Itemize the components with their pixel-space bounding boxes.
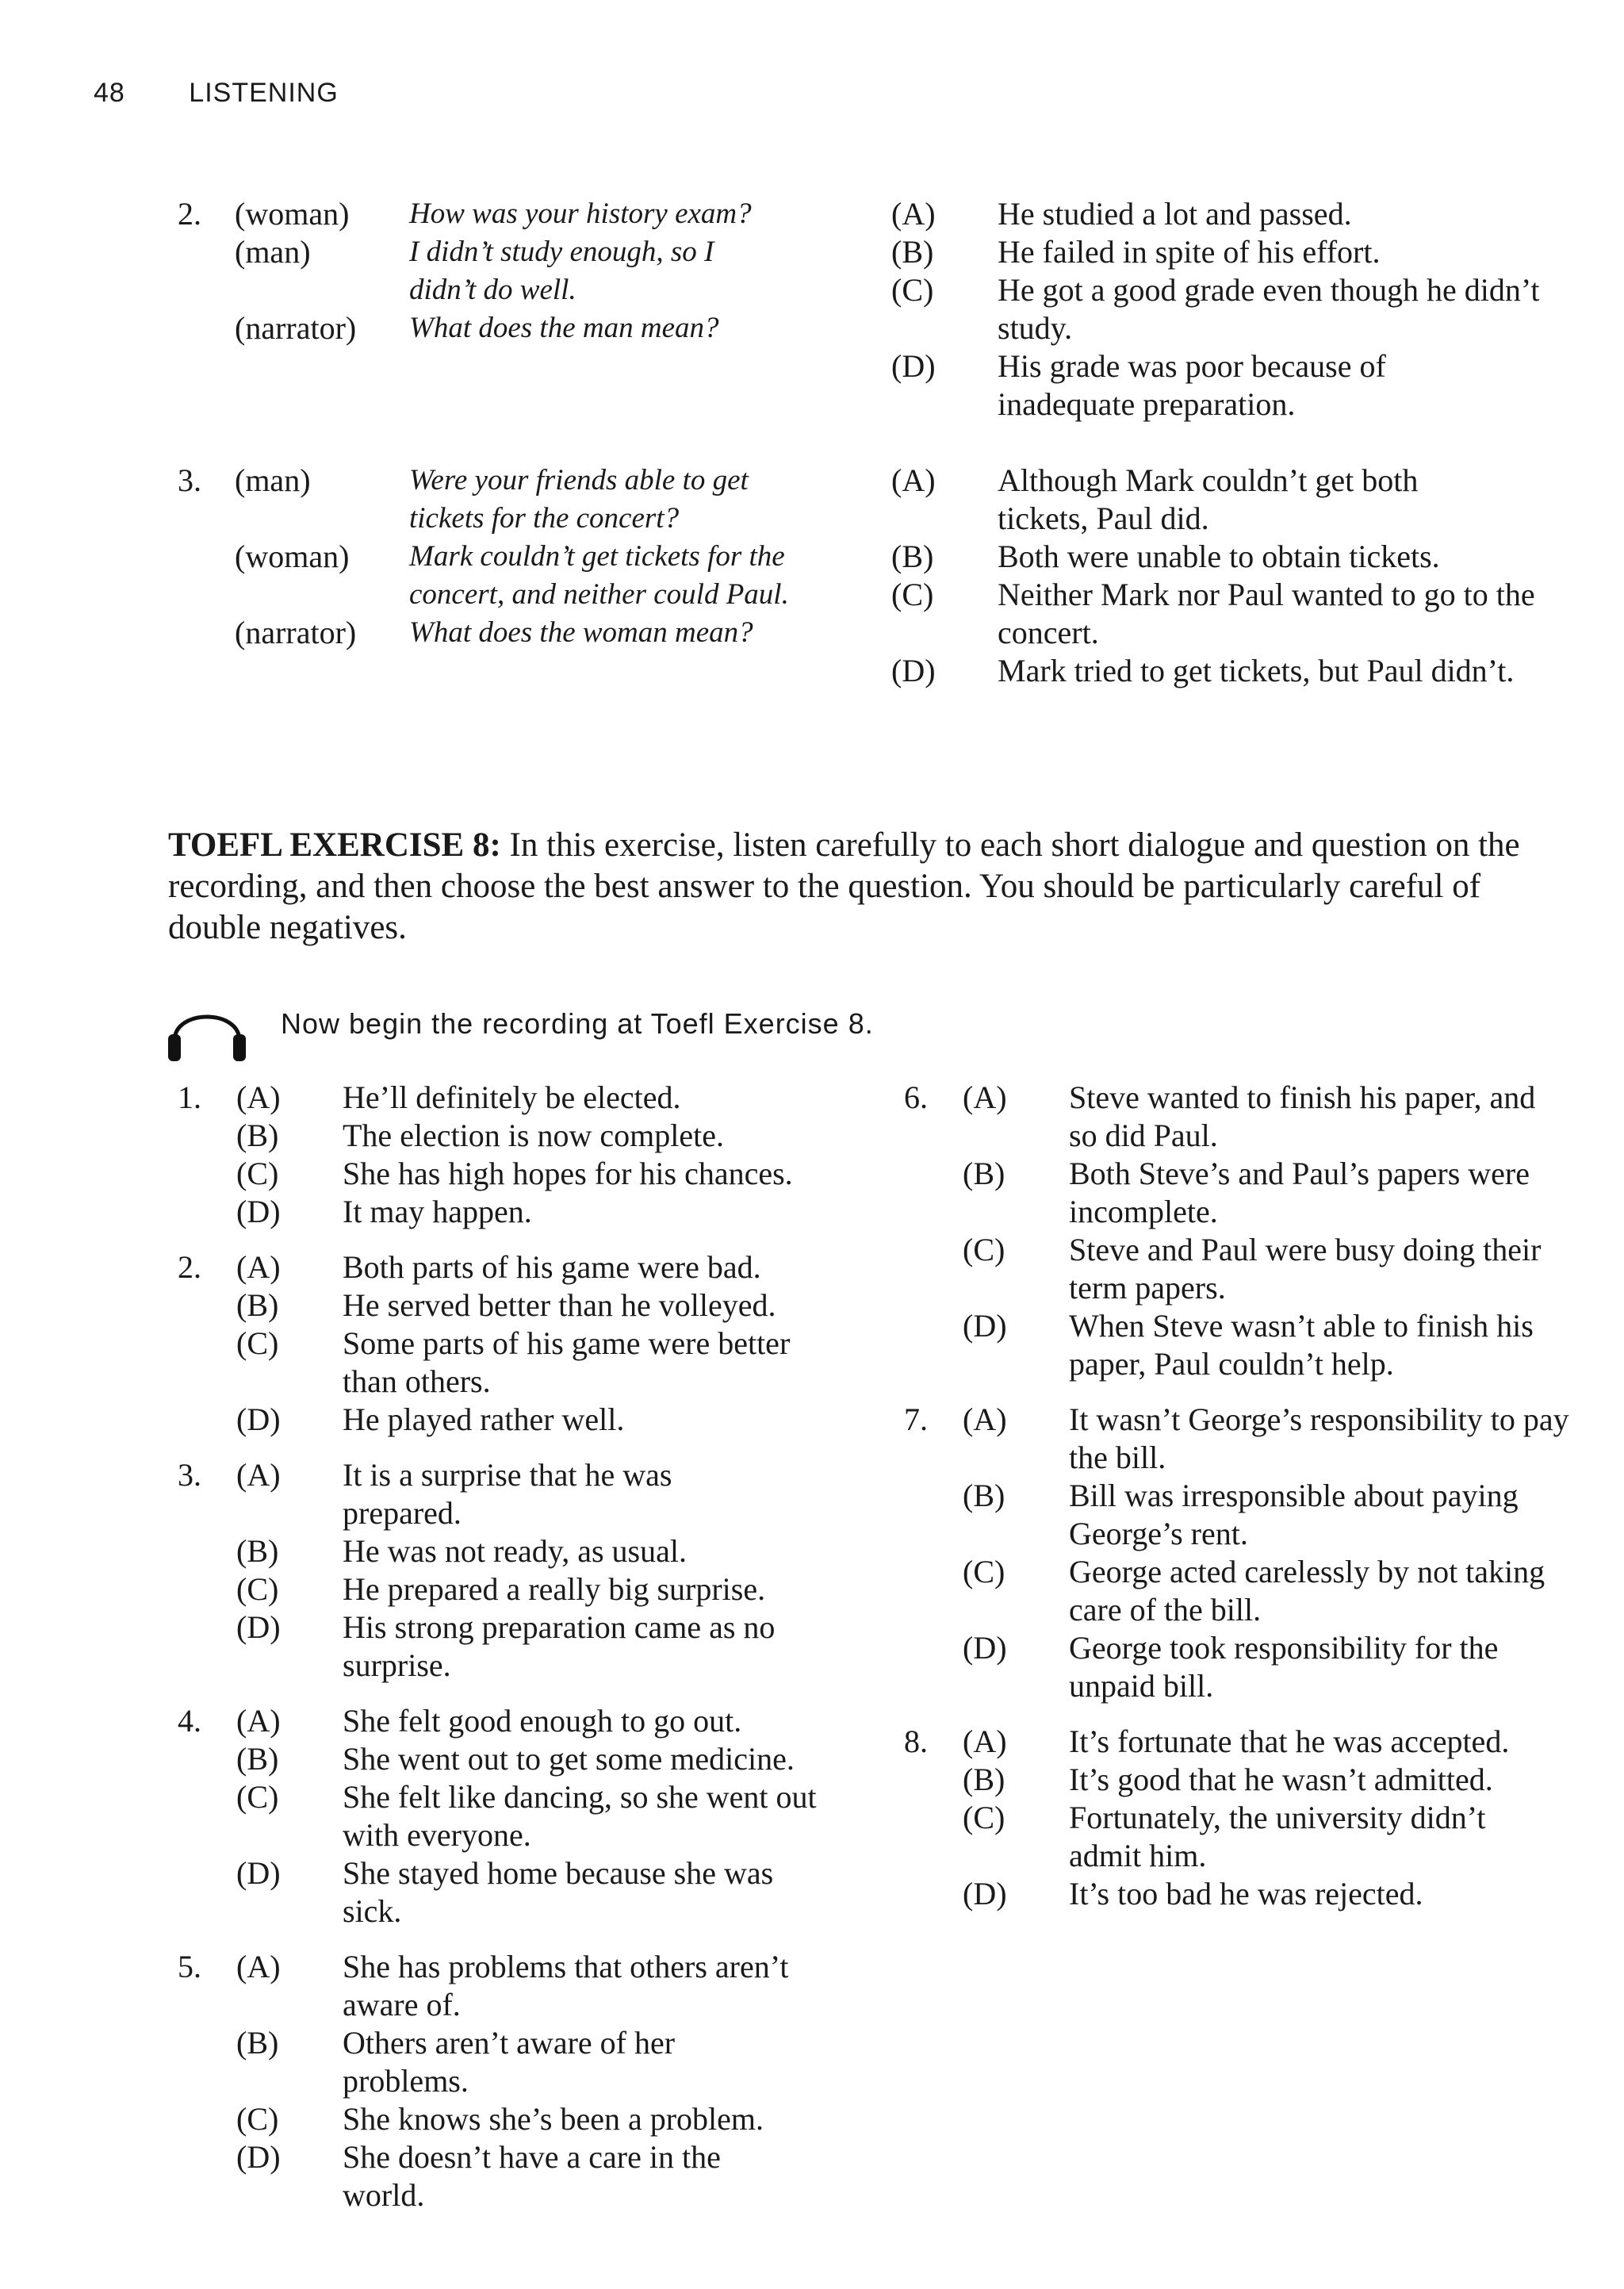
answer-choice	[236, 1193, 828, 1231]
speaker-label: (narrator)	[235, 615, 357, 650]
choice-letter: (D)	[236, 1401, 281, 1437]
choice-letter: (B)	[963, 1478, 1005, 1513]
answer-choice	[236, 1570, 828, 1608]
choice-letter: (B)	[236, 1118, 279, 1153]
questions-left-column	[178, 1079, 828, 2232]
choice-letter: (D)	[236, 1609, 281, 1645]
exercise-text: In this exercise, listen carefully to each short dialogue and question on the recording, and then choose the best answer to the question. You should be particularly careful of double negatives.	[168, 826, 1520, 946]
choice-text: She has high hopes for his chances.	[343, 1156, 793, 1191]
choice-text: The election is now complete.	[343, 1118, 724, 1153]
question-item	[178, 1456, 828, 1685]
choice-letter: (B)	[963, 1762, 1005, 1797]
dialogue-text: How was your history exam?	[409, 197, 752, 230]
questions-right-column	[904, 1079, 1570, 1931]
choice-letter: (D)	[236, 2139, 281, 2175]
answer-choice	[236, 2100, 828, 2138]
answer-choice	[236, 1702, 828, 1740]
question-number: 1.	[178, 1079, 201, 1115]
dialogue-text: Mark couldn’t get tickets for the concert, and neither could Paul.	[409, 540, 789, 611]
answer-choice	[963, 1401, 1570, 1477]
answer-choice	[236, 1286, 828, 1325]
answer-choice	[236, 1155, 828, 1193]
choice-text: She felt like dancing, so she went out with everyone.	[343, 1779, 817, 1853]
choice-letter: (A)	[963, 1723, 1007, 1759]
question-number: 2.	[178, 1249, 201, 1285]
answer-choice	[236, 2138, 787, 2214]
option-letter: (A)	[891, 462, 936, 498]
recording-prompt	[163, 991, 1115, 1063]
choice-letter: (D)	[963, 1630, 1007, 1666]
option-text: Although Mark couldn’t get both tickets, Paul did.	[998, 462, 1419, 536]
answer-choice	[236, 1079, 828, 1117]
choice-letter: (A)	[236, 1949, 281, 1984]
question-item	[904, 1723, 1570, 1913]
question-number: 6.	[904, 1079, 928, 1115]
choice-letter: (D)	[236, 1855, 281, 1891]
choice-letter: (A)	[236, 1457, 281, 1493]
choice-letter: (B)	[236, 1533, 279, 1569]
answer-option	[891, 347, 1442, 424]
speaker-label: (man)	[235, 234, 311, 270]
answer-choice	[963, 1553, 1570, 1629]
answer-choice	[236, 1117, 828, 1155]
choice-letter: (A)	[236, 1079, 281, 1115]
answer-option	[891, 195, 1573, 233]
choice-text: It may happen.	[343, 1194, 532, 1229]
dialogue-item	[0, 462, 1624, 688]
choice-letter: (D)	[963, 1308, 1007, 1344]
dialogue-number: 2.	[178, 196, 201, 232]
answer-choice	[963, 1629, 1570, 1705]
choice-letter: (C)	[236, 1156, 279, 1191]
choice-letter: (A)	[963, 1401, 1007, 1437]
answer-choice	[236, 1456, 723, 1532]
choice-text: Others aren’t aware of her problems.	[343, 2025, 676, 2099]
question-number: 7.	[904, 1401, 928, 1437]
choice-letter: (B)	[963, 1156, 1005, 1191]
exercise-instructions	[168, 825, 1572, 949]
question-item	[178, 1248, 828, 1439]
answer-choice	[236, 1740, 828, 1778]
choice-text: Some parts of his game were better than others.	[343, 1325, 791, 1399]
choice-text: Fortunately, the university didn’t admit him.	[1069, 1800, 1486, 1873]
choice-text: She went out to get some medicine.	[343, 1741, 795, 1777]
speaker-label: (woman)	[235, 196, 350, 232]
answer-choice	[963, 1761, 1570, 1799]
choice-letter: (C)	[963, 1232, 1005, 1267]
answer-choice	[963, 1307, 1570, 1383]
choice-text: It’s too bad he was rejected.	[1069, 1876, 1423, 1911]
choice-letter: (C)	[236, 2101, 279, 2137]
answer-choice	[236, 1248, 828, 1286]
recording-text: Now begin the recording at Toefl Exercise 8.	[281, 1007, 874, 1040]
answer-option	[891, 576, 1568, 652]
answer-choice	[236, 1778, 834, 1854]
choice-text: He prepared a really big surprise.	[343, 1571, 766, 1607]
choice-letter: (A)	[236, 1703, 281, 1739]
question-number: 3.	[178, 1457, 201, 1493]
choice-text: He played rather well.	[343, 1401, 625, 1437]
question-number: 5.	[178, 1949, 201, 1984]
choice-text: His strong preparation came as no surprise.	[343, 1609, 776, 1683]
option-letter: (B)	[891, 539, 934, 574]
choice-text: Both Steve’s and Paul’s papers were incomplete.	[1069, 1156, 1530, 1229]
choice-letter: (A)	[236, 1249, 281, 1285]
question-number: 8.	[904, 1723, 928, 1759]
choice-letter: (C)	[963, 1554, 1005, 1589]
answer-choice	[963, 1477, 1570, 1553]
dialogue-item	[0, 195, 1624, 422]
page-number: 48	[94, 78, 125, 108]
choice-text: She knows she’s been a problem.	[343, 2101, 764, 2137]
answer-choice	[236, 1948, 850, 2024]
option-text: He failed in spite of his effort.	[998, 234, 1381, 270]
dialogue-text: What does the woman mean?	[409, 616, 753, 649]
answer-choice	[963, 1875, 1570, 1913]
choice-text: He’ll definitely be elected.	[343, 1079, 681, 1115]
section-title: LISTENING	[189, 78, 339, 108]
choice-letter: (B)	[236, 1741, 279, 1777]
choice-text: Both parts of his game were bad.	[343, 1249, 761, 1285]
option-letter: (A)	[891, 196, 936, 232]
answer-choice	[963, 1231, 1570, 1307]
answer-option	[891, 462, 1489, 538]
option-letter: (C)	[891, 272, 934, 308]
option-text: Neither Mark nor Paul wanted to go to the concert.	[998, 577, 1535, 650]
choice-letter: (D)	[236, 1194, 281, 1229]
choice-text: She doesn’t have a care in the world.	[343, 2139, 721, 2213]
question-item	[178, 1702, 828, 1931]
answer-choice	[236, 1854, 818, 1931]
choice-text: She stayed home because she was sick.	[343, 1855, 774, 1929]
dialogue-text: What does the man mean?	[409, 312, 719, 344]
answer-choice	[963, 1723, 1570, 1761]
question-item	[904, 1401, 1570, 1705]
dialogue-text: I didn’t study enough, so I didn’t do well.	[409, 236, 714, 306]
choice-text: It’s fortunate that he was accepted.	[1069, 1723, 1510, 1759]
answer-choice	[236, 1325, 802, 1401]
answer-choice	[236, 2024, 771, 2100]
choice-text: When Steve wasn’t able to finish his paper, Paul couldn’t help.	[1069, 1308, 1534, 1382]
answer-choice	[963, 1079, 1570, 1155]
answer-option	[891, 652, 1573, 690]
answer-option	[891, 233, 1573, 271]
choice-text: George acted carelessly by not taking care of the bill.	[1069, 1554, 1545, 1628]
choice-letter: (C)	[236, 1779, 279, 1815]
dialogue-text: Were your friends able to get tickets for the concert?	[409, 464, 749, 535]
question-number: 4.	[178, 1703, 201, 1739]
answer-choice	[963, 1155, 1570, 1231]
choice-text: Bill was irresponsible about paying George’s rent.	[1069, 1478, 1519, 1551]
choice-letter: (B)	[236, 2025, 279, 2061]
choice-text: It is a surprise that he was prepared.	[343, 1457, 672, 1531]
answer-choice	[963, 1799, 1545, 1875]
answer-choice	[236, 1608, 818, 1685]
answer-option	[891, 538, 1573, 576]
choice-text: Steve wanted to finish his paper, and so did Paul.	[1069, 1079, 1536, 1153]
choice-letter: (C)	[236, 1571, 279, 1607]
option-letter: (D)	[891, 348, 936, 384]
choice-text: She felt good enough to go out.	[343, 1703, 742, 1739]
question-item	[904, 1079, 1570, 1383]
speaker-label: (man)	[235, 462, 311, 498]
speaker-label: (narrator)	[235, 310, 357, 346]
option-letter: (C)	[891, 577, 934, 612]
answer-options	[891, 462, 1573, 690]
option-text: He got a good grade even though he didn’t study.	[998, 272, 1540, 346]
answer-options	[891, 195, 1573, 424]
dialogue-number: 3.	[178, 462, 201, 498]
choice-letter: (C)	[963, 1800, 1005, 1835]
choice-text: It wasn’t George’s responsibility to pay the bill.	[1069, 1401, 1569, 1475]
choice-letter: (D)	[963, 1876, 1007, 1911]
choice-letter: (B)	[236, 1287, 279, 1323]
headphones-icon	[163, 991, 251, 1063]
choice-letter: (C)	[236, 1325, 279, 1361]
page-header	[94, 78, 339, 109]
choice-text: She has problems that others aren’t aware of.	[343, 1949, 789, 2023]
exercise-title: TOEFL EXERCISE 8:	[168, 826, 501, 864]
choice-text: George took responsibility for the unpaid bill.	[1069, 1630, 1499, 1704]
question-item	[178, 1948, 828, 2214]
choice-text: It’s good that he wasn’t admitted.	[1069, 1762, 1493, 1797]
choice-text: He served better than he volleyed.	[343, 1287, 776, 1323]
option-text: Mark tried to get tickets, but Paul didn’t.	[998, 653, 1515, 688]
choice-letter: (A)	[963, 1079, 1007, 1115]
answer-choice	[236, 1532, 828, 1570]
answer-option	[891, 271, 1553, 347]
choice-text: Steve and Paul were busy doing their term papers.	[1069, 1232, 1542, 1306]
choice-text: He was not ready, as usual.	[343, 1533, 687, 1569]
option-letter: (B)	[891, 234, 934, 270]
question-item	[178, 1079, 828, 1231]
option-text: Both were unable to obtain tickets.	[998, 539, 1440, 574]
answer-choice	[236, 1401, 828, 1439]
option-letter: (D)	[891, 653, 936, 688]
speaker-label: (woman)	[235, 539, 350, 574]
option-text: His grade was poor because of inadequate preparation.	[998, 348, 1386, 422]
option-text: He studied a lot and passed.	[998, 196, 1352, 232]
